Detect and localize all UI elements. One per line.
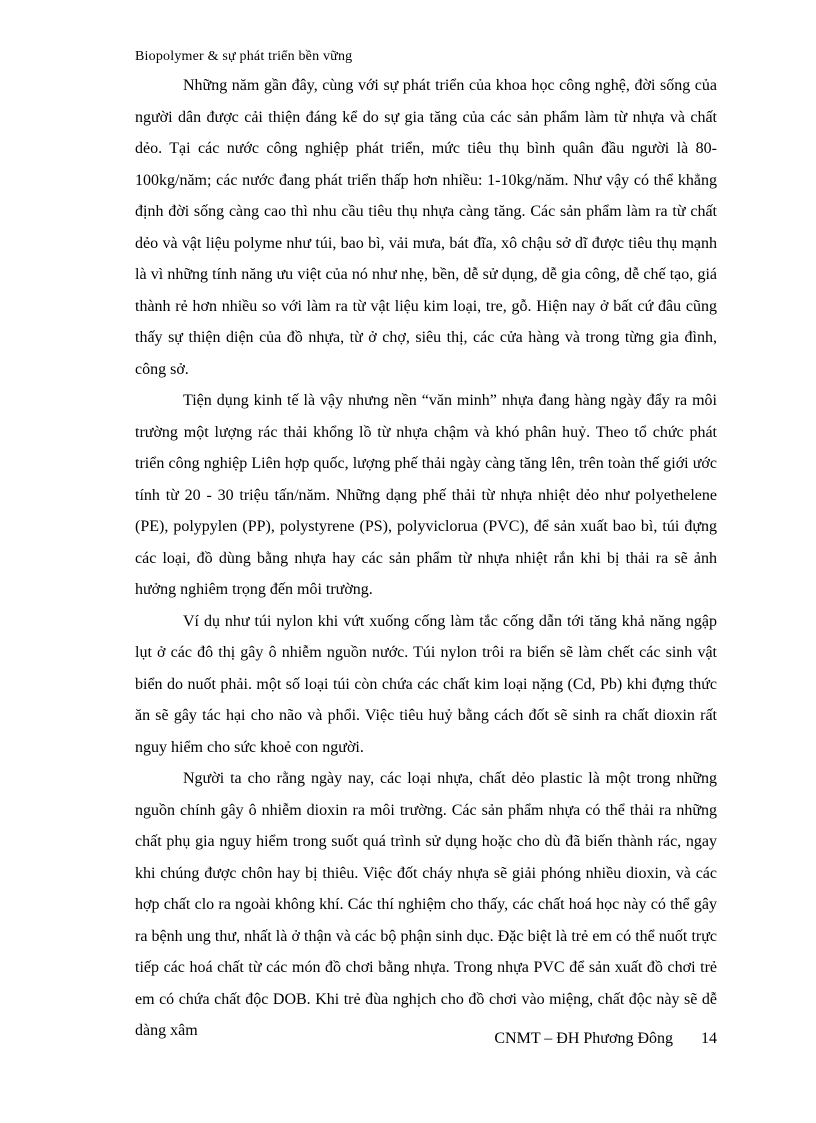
footer-source: CNMT – ĐH Phương Đông <box>494 1030 673 1047</box>
paragraph-4: Người ta cho rằng ngày nay, các loại nhựa, chất dẻo plastic là một trong những nguồn chính gây ô nhiễm dioxin ra môi trường. Các sản phẩm nhựa có thể thải ra những chất phụ gia nguy hiểm trong suốt quá trình sử dụng hoặc cho dù đã biến thành rác, ngay khi chúng được chôn hay bị thiêu. Việc đốt cháy nhựa sẽ giải phóng nhiều dioxin, và các hợp chất clo ra ngoài không khí. Các thí nghiệm cho thấy, các chất hoá học này có thể gây ra bệnh ung thư, nhất là ở thận và các bộ phận sinh dục. Đặc biệt là trẻ em có thể nuốt trực tiếp các hoá chất từ các món đồ chơi bằng nhựa. Trong nhựa PVC để sản xuất đồ chơi trẻ em có chứa chất độc DOB. Khi trẻ đùa nghịch cho đồ chơi vào miệng, chất độc này sẽ dễ dàng xâm <box>135 770 717 1039</box>
running-header: Biopolymer & sự phát triển bền vững <box>135 49 353 64</box>
paragraph-2: Tiện dụng kinh tế là vậy nhưng nền “văn minh” nhựa đang hàng ngày đẩy ra môi trường một lượng rác thải khổng lồ từ nhựa chậm và khó phân huỷ. Theo tổ chức phát triển công nghiệp Liên hợp quốc, lượng phế thải ngày càng tăng lên, trên toàn thế giới ước tính từ 20 - 30 triệu tấn/năm. Những dạng phế thải từ nhựa nhiệt dẻo như polyethelene (PE), polypylen (PP), polystyrene (PS), polyviclorua (PVC), để sản xuất bao bì, túi đựng các loại, đồ dùng bằng nhựa hay các sản phẩm từ nhựa nhiệt rắn khi bị thải ra sẽ ảnh hưởng nghiêm trọng đến môi trường. <box>135 392 717 598</box>
paragraph-3: Ví dụ như túi nylon khi vứt xuống cống làm tắc cống dẫn tới tăng khả năng ngập lụt ở các đô thị gây ô nhiễm nguồn nước. Túi nylon trôi ra biển sẽ làm chết các sinh vật biển do nuốt phải. một số loại túi còn chứa các chất kim loại nặng (Cd, Pb) khi đựng thức ăn sẽ gây tác hại cho não và phổi. Việc tiêu huỷ bằng cách đốt sẽ sinh ra chất dioxin rất nguy hiểm cho sức khoẻ con người. <box>135 612 717 756</box>
page-number: 14 <box>701 1030 717 1047</box>
footer-line <box>494 1030 717 1048</box>
paragraph-1: Những năm gần đây, cùng với sự phát triển của khoa học công nghệ, đời sống của người dân được cải thiện đáng kể do sự gia tăng của các sản phẩm làm từ nhựa và chất dẻo. Tại các nước công nghiệp phát triển, mức tiêu thụ bình quân đầu người là 80-100kg/năm; các nước đang phát triển thấp hơn nhiều: 1-10kg/năm. Như vậy có thể khẳng định đời sống càng cao thì nhu cầu tiêu thụ nhựa càng tăng. Các sản phẩm làm ra từ chất dẻo và vật liệu polyme như túi, bao bì, vải mưa, bát đĩa, xô chậu sở dĩ được tiêu thụ mạnh là vì những tính năng ưu việt của nó như nhẹ, bền, dễ sử dụng, dễ gia công, dễ chế tạo, giá thành rẻ hơn nhiều so với làm ra từ vật liệu kim loại, tre, gỗ. Hiện nay ở bất cứ đâu cũng thấy sự thiện diện của đồ nhựa, từ ở chợ, siêu thị, các cửa hàng và trong từng gia đình, công sở. <box>135 77 717 378</box>
